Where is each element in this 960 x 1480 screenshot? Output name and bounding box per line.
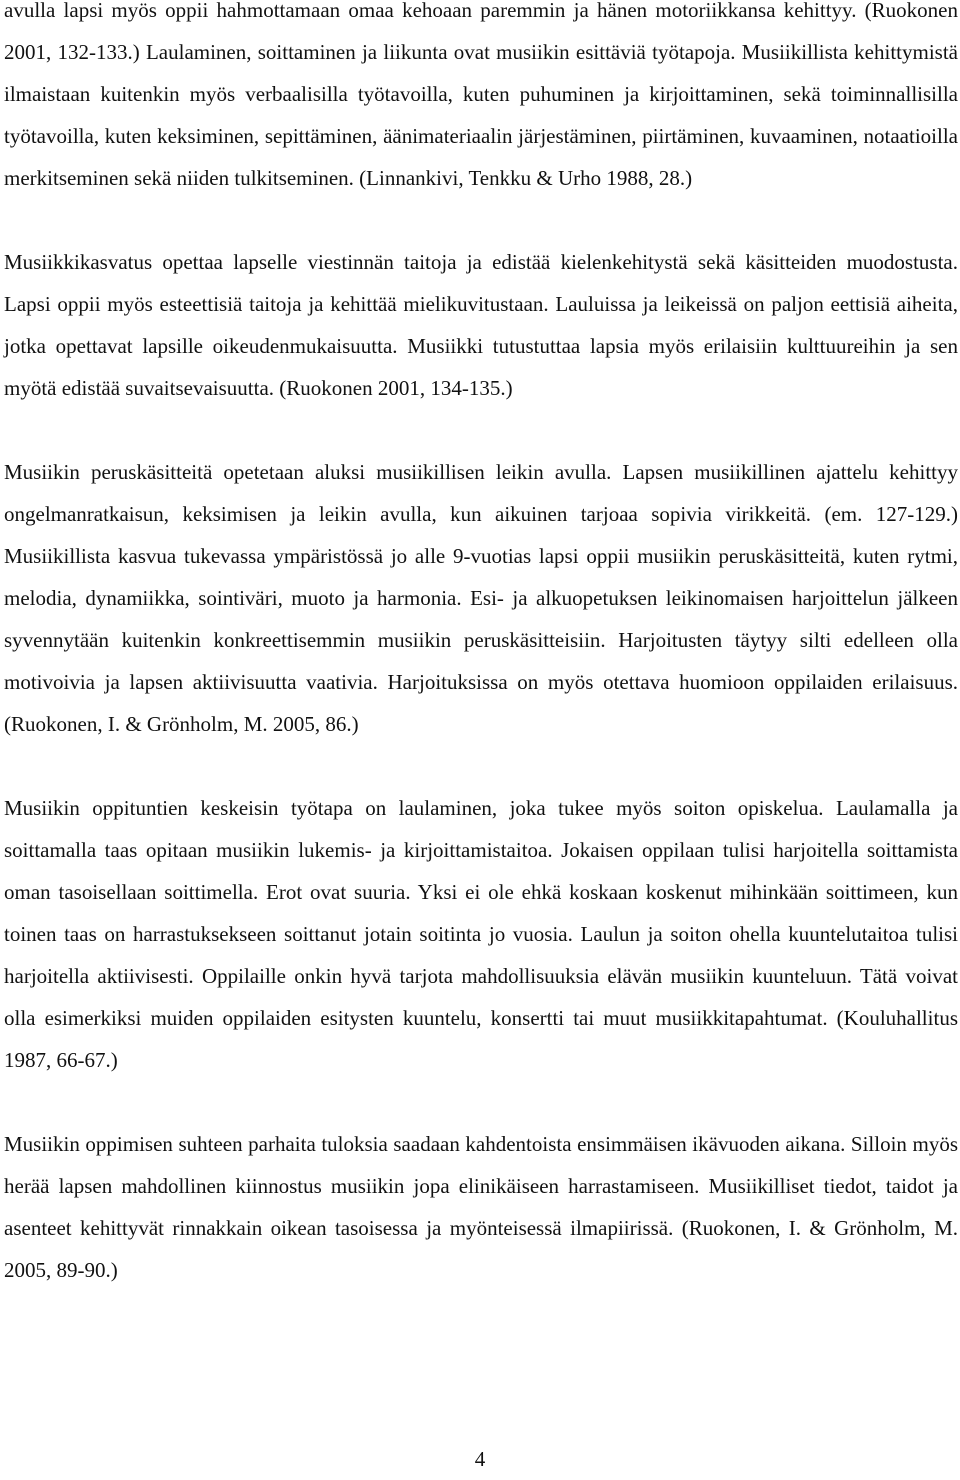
page-number: 4 bbox=[474, 1447, 486, 1471]
paragraph-early-learning: Musiikin oppimisen suhteen parhaita tuloksia saadaan kahdentoista ensimmäisen ikävuoden aikana. Silloin myös herää lapsen mahdollinen kiinnostus musiikin jopa elinikäiseen harrastamiseen. Musiikilliset tiedot, taidot ja asenteet kehittyvät rinnakkain oikean tasoisessa ja myönteisessä ilmapiirissä. (Ruokonen, I. & Grönholm, M. 2005, 89-90.) bbox=[4, 1132, 958, 1282]
paragraph-music-education: Musiikkikasvatus opettaa lapselle viestinnän taitoja ja edistää kielenkehitystä sekä käsitteiden muodostusta. Lapsi oppii myös esteettisiä taitoja ja kehittää mielikuvitustaan. Lauluissa ja leikeissä on paljon eettisiä aiheita, jotka opettavat lapsille oikeudenmukaisuutta. Musiikki tutustuttaa lapsia myös erilaisiin kulttuureihin ja sen myötä edistää suvaitsevaisuutta. (Ruokonen 2001, 134-135.) bbox=[4, 250, 958, 400]
paragraph-basic-concepts: Musiikin peruskäsitteitä opetetaan aluksi musiikillisen leikin avulla. Lapsen musiikillinen ajattelu kehittyy ongelmanratkaisun, keksimisen ja leikin avulla, kun aikuinen tarjoaa sopivia virikkeitä. (em. 127-129.) Musiikillista kasvua tukevassa ympäristössä jo alle 9-vuotias lapsi oppii musiikin peruskäsitteitä, kuten rytmi, melodia, dynamiikka, sointiväri, muoto ja harmonia. Esi- ja alkuopetuksen leikinomaisen harjoittelun jälkeen syvennytään kuitenkin konkreettisemmin musiikin peruskäsitteisiin. Harjoitusten täytyy silti edelleen olla motivoivia ja lapsen aktiivisuutta vaativia. Harjoituksissa on myös otettava huomioon oppilaiden erilaisuus. (Ruokonen, I. & Grönholm, M. 2005, 86.) bbox=[4, 460, 958, 736]
paragraph-singing-playing: Musiikin oppituntien keskeisin työtapa on laulaminen, joka tukee myös soiton opiskelua. Laulamalla ja soittamalla taas opitaan musiikin lukemis- ja kirjoittamistaitoa. Jokaisen oppilaan tulisi harjoitella soittamista oman tasoisellaan soittimella. Erot ovat suuria. Yksi ei ole ehkä koskaan koskenut mihinkään soittimeen, kun toinen taas on harrastuksekseen soittanut jotain soitinta jo vuosia. Laulun ja soiton ohella kuuntelutaitoa tulisi harjoitella aktiivisesti. Oppilaille onkin hyvä tarjota mahdollisuuksia elävän musiikin kuunteluun. Tätä voivat olla esimerkiksi muiden oppilaiden esitysten kuuntelu, konsertti tai muut musiikkitapahtumat. (Kouluhallitus 1987, 66-67.) bbox=[4, 796, 958, 1072]
paragraph-motor-skills: avulla lapsi myös oppii hahmottamaan omaa kehoaan paremmin ja hänen motoriikkansa kehittyy. (Ruokonen 2001, 132-133.) Laulaminen, soittaminen ja liikunta ovat musiikin esittäviä työtapoja. Musiikillista kehittymistä ilmaistaan kuitenkin myös verbaalisilla työtavoilla, kuten puhuminen ja kirjoittaminen, sekä toiminnallisilla työtavoilla, kuten keksiminen, sepittäminen, äänimateriaalin järjestäminen, piirtäminen, kuvaaminen, notaatioilla merkitseminen sekä niiden tulkitseminen. (Linnankivi, Tenkku & Urho 1988, 28.) bbox=[4, 0, 958, 190]
